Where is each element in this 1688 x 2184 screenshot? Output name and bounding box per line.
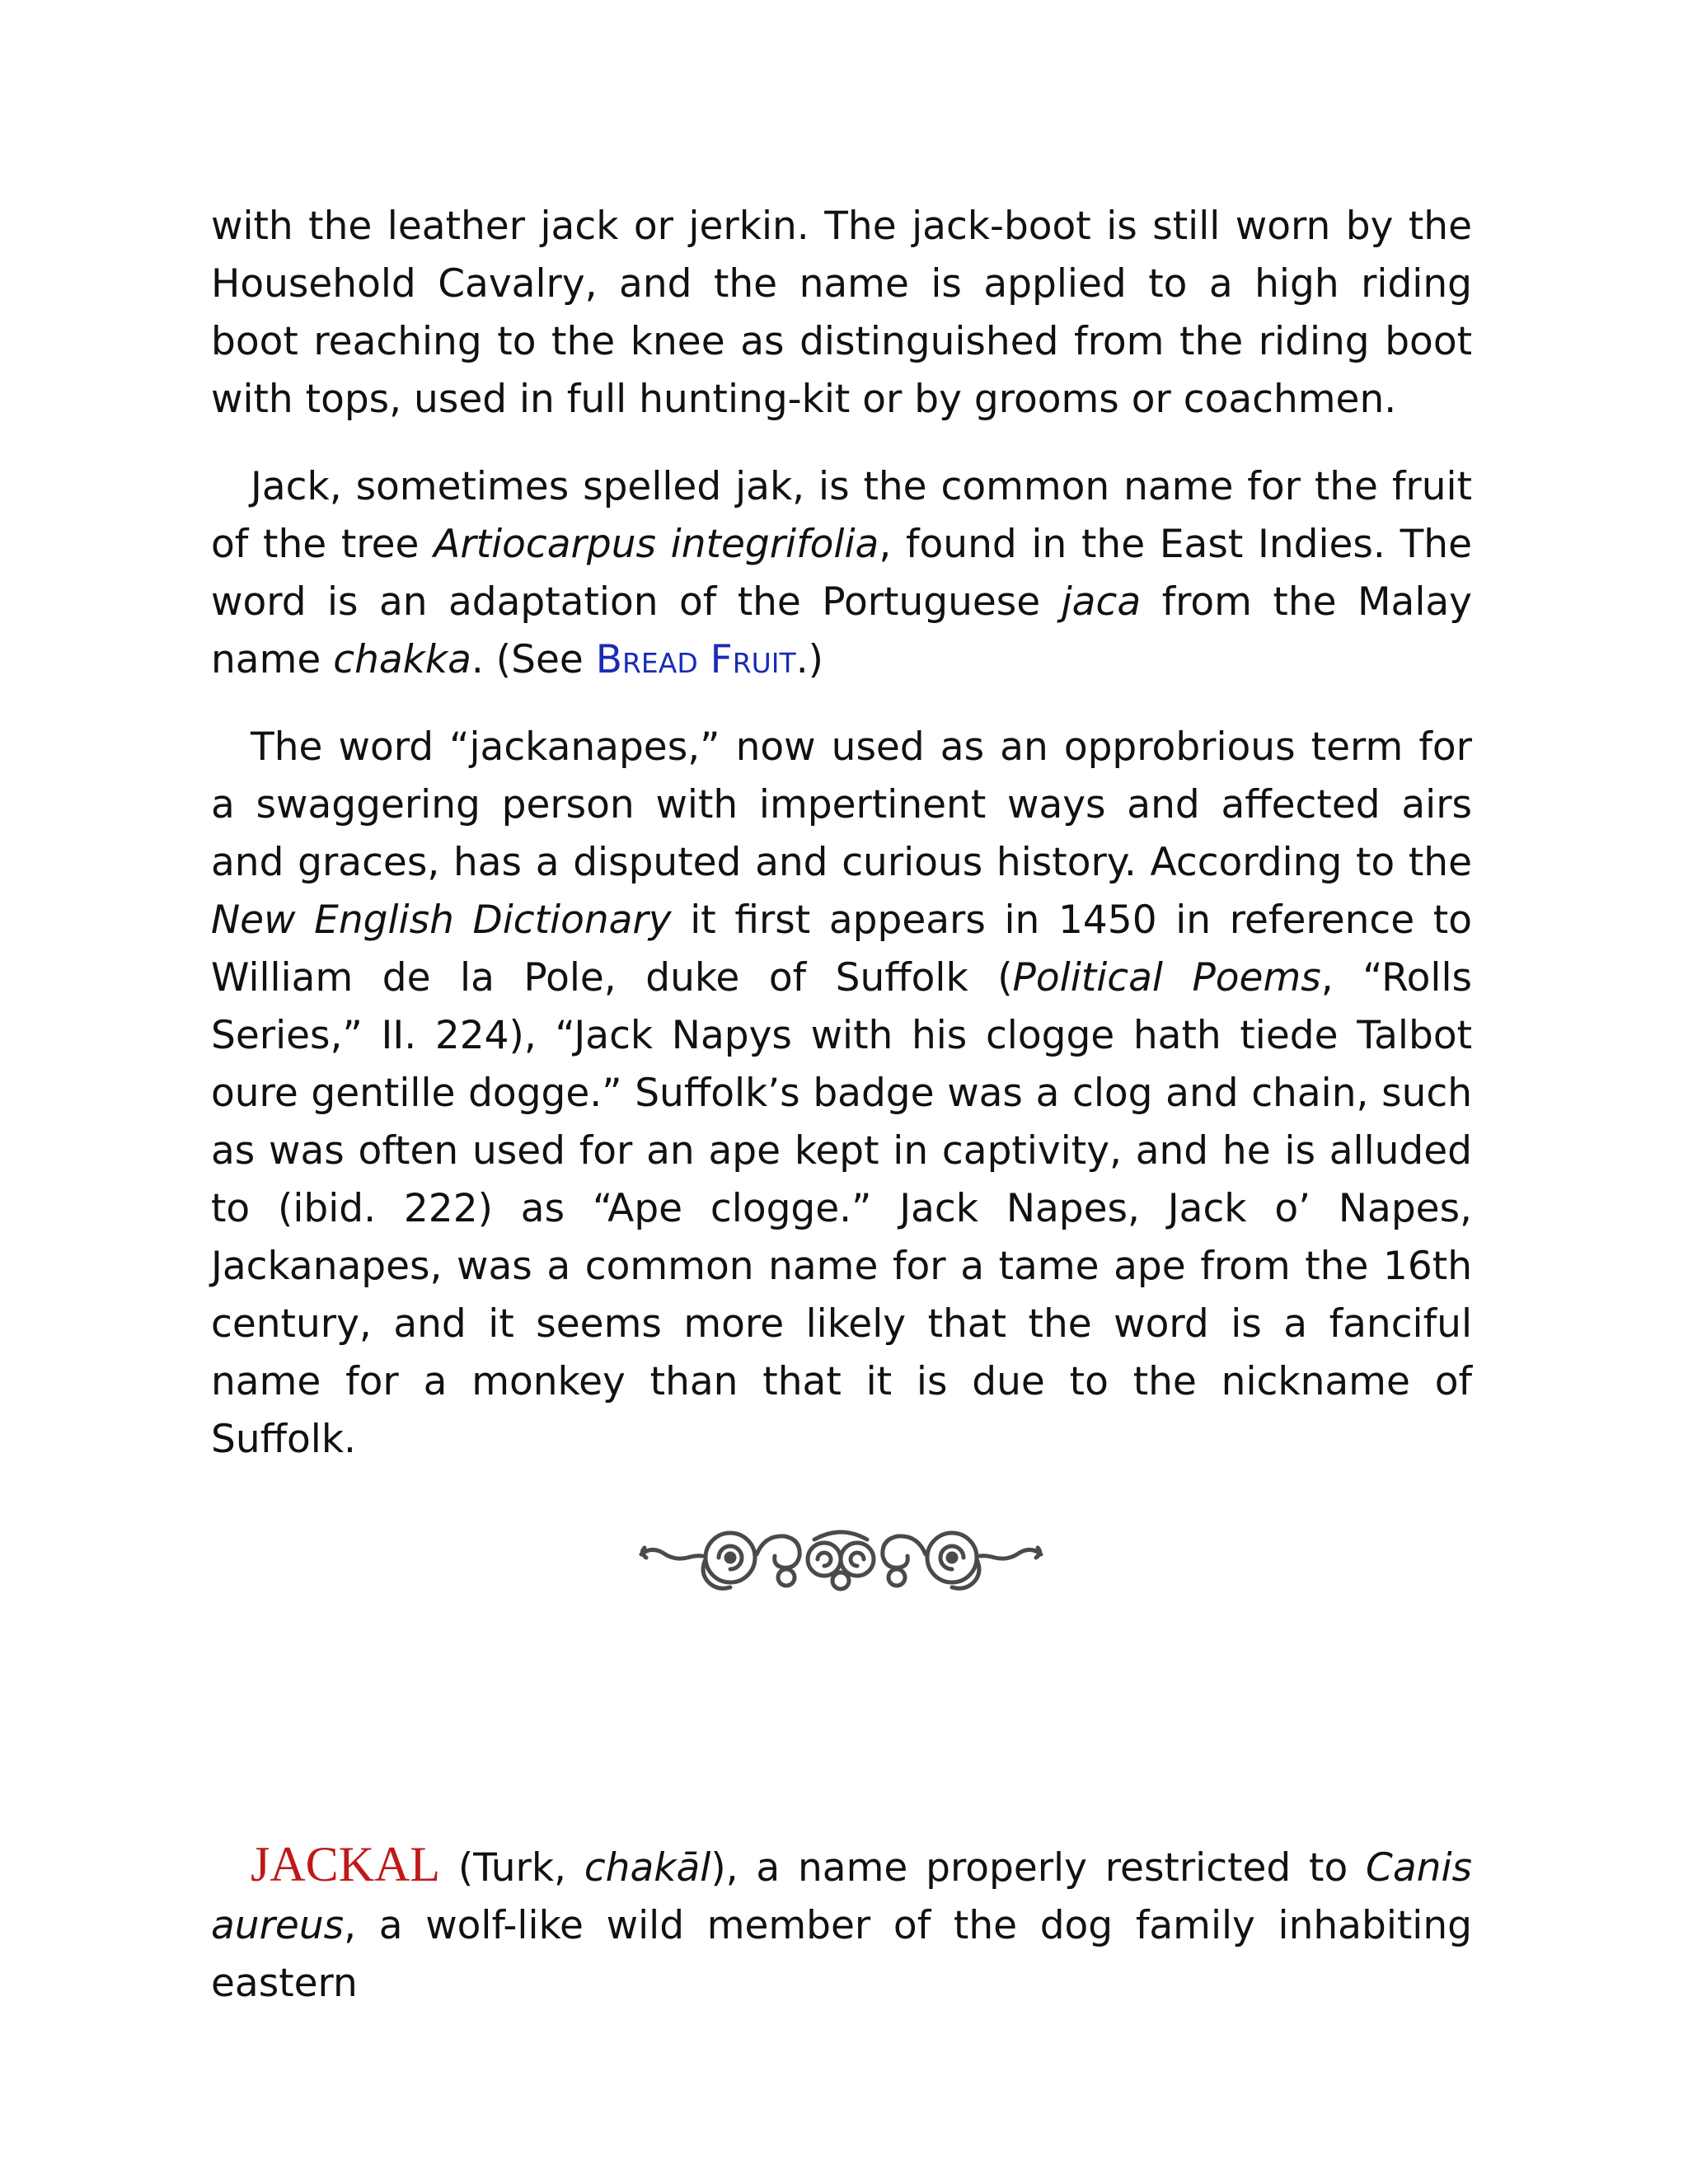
paragraph-jack-boot <box>211 198 1472 429</box>
text-column <box>211 198 1472 1469</box>
paragraph-text: (Turk, <box>440 1845 584 1891</box>
italic-term: Political Poems <box>1012 955 1321 1001</box>
italic-term: chakāl <box>584 1845 711 1891</box>
paragraph-text: The word “jackanapes,” now used as an opprobrious term for a swaggering person with impertinent ways and affected airs and graces, has a disputed and curious history. According to the <box>211 724 1472 885</box>
paragraph-text: . (See <box>471 637 596 682</box>
paragraph-text: , found in the East Indies. The word is an adaptation of the Portuguese <box>211 522 1472 625</box>
paragraph-jack-fruit <box>211 458 1472 689</box>
paragraph-text: ), a name properly restricted to <box>710 1845 1367 1891</box>
paragraph-text: it first appears in 1450 in reference to William de la Pole, duke of Suffolk ( <box>211 898 1472 1001</box>
paragraph-text: , a wolf-like wild member of the dog family inhabiting eastern <box>211 1903 1472 2006</box>
italic-term: jaca <box>1061 579 1142 625</box>
paragraph-text: .) <box>795 637 823 682</box>
italic-term: chakka <box>333 637 471 682</box>
paragraph-text: from the Malay name <box>211 579 1472 682</box>
paragraph-jackal <box>211 1835 1472 2013</box>
paragraph-text: with the leather jack or jerkin. The jack-boot is still worn by the Household Cavalry, and the name is applied to a high riding boot reaching to the knee as distinguished from the riding boot with tops, used in full hunting-kit or by grooms or coachmen. <box>211 204 1472 422</box>
headword: JACKAL <box>251 1837 441 1891</box>
paragraph-text: Jack, sometimes spelled jak, is the common name for the fruit of the tree <box>211 464 1472 567</box>
italic-term: Canis aureus <box>211 1845 1472 1948</box>
jackal-entry <box>211 1835 1472 2013</box>
italic-term: Artiocarpus integrifolia <box>434 522 879 567</box>
paragraph-text: , “Rolls Series,” II. 224), “Jack Napys with his clogge hath tiede Talbot oure gentille dogge.” Suffolk’s badge was a clog and chain, such as was often used for an ape kept in captivity, and he is alluded to (ibid. 222) as “Ape clogge.” Jack Napes, Jack o’ Napes, Jackanapes, was a common name for a tame ape from the 16th century, and it seems more likely that the word is a fanciful name for a monkey than that it is due to the nickname of Suffolk. <box>211 955 1473 1462</box>
italic-term: New English Dictionary <box>211 898 672 943</box>
ornament-divider-icon <box>633 1515 1049 1605</box>
bread-fruit-link[interactable]: Bread Fruit <box>595 637 796 682</box>
paragraph-jackanapes <box>211 719 1472 1469</box>
